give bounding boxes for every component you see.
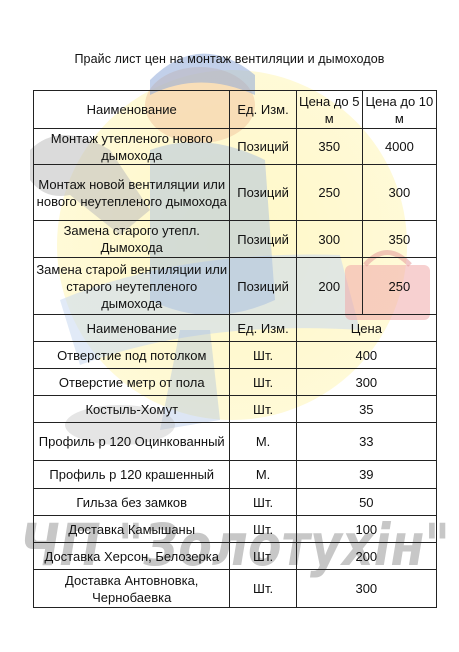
- header-price-5m: Цена до 5 м: [296, 91, 362, 129]
- cell-price-5m: 200: [296, 258, 362, 315]
- cell-unit: М.: [230, 423, 296, 461]
- table-row: [34, 423, 437, 461]
- cell-price-5m: 300: [296, 221, 362, 258]
- table-row: [34, 258, 437, 315]
- cell-price: 300: [296, 570, 436, 608]
- cell-unit: Шт.: [230, 369, 296, 396]
- cell-unit: Шт.: [230, 396, 296, 423]
- table-row: [34, 543, 437, 570]
- table-row: [34, 396, 437, 423]
- cell-name: Доставка Херсон, Белозерка: [34, 543, 230, 570]
- cell-unit: М.: [230, 461, 296, 489]
- table-row: [34, 489, 437, 516]
- cell-price: 33: [296, 423, 436, 461]
- table-row: [34, 165, 437, 221]
- cell-price-10m: 350: [362, 221, 436, 258]
- cell-unit: Шт.: [230, 342, 296, 369]
- header-unit: Ед. Изм.: [230, 91, 296, 129]
- cell-unit: Шт.: [230, 489, 296, 516]
- cell-unit: Позиций: [230, 221, 296, 258]
- cell-unit: Шт.: [230, 543, 296, 570]
- table-row: [34, 129, 437, 165]
- page-title: Прайс лист цен на монтаж вентиляции и дымоходов: [74, 52, 385, 66]
- cell-unit: Позиций: [230, 165, 296, 221]
- table-a-header-row: [34, 91, 437, 129]
- cell-name: Отверстие метр от пола: [34, 369, 230, 396]
- table-row: [34, 461, 437, 489]
- table-row: [34, 369, 437, 396]
- cell-name: Доставка Антовновка, Чернобаевка: [34, 570, 230, 608]
- cell-price-5m: 250: [296, 165, 362, 221]
- cell-name: Отверстие под потолком: [34, 342, 230, 369]
- cell-name: Профиль р 120 крашенный: [34, 461, 230, 489]
- cell-price-10m: 300: [362, 165, 436, 221]
- table-row: [34, 570, 437, 608]
- cell-name: Монтаж новой вентиляции или нового неутепленого дымохода: [34, 165, 230, 221]
- cell-name: Профиль р 120 Оцинкованный: [34, 423, 230, 461]
- cell-name: Замена старой вентиляции или старого неутепленого дымохода: [34, 258, 230, 315]
- cell-unit: Позиций: [230, 129, 296, 165]
- table-row: [34, 221, 437, 258]
- cell-price-10m: 4000: [362, 129, 436, 165]
- header-price: Цена: [296, 315, 436, 342]
- cell-price: 300: [296, 369, 436, 396]
- table-row: [34, 342, 437, 369]
- cell-price: 200: [296, 543, 436, 570]
- watermark-text: ЧП "Золотухін": [20, 511, 450, 579]
- cell-price-10m: 250: [362, 258, 436, 315]
- header-unit: Ед. Изм.: [230, 315, 296, 342]
- cell-unit: Позиций: [230, 258, 296, 315]
- cell-unit: Шт.: [230, 516, 296, 543]
- cell-name: Доставка Камышаны: [34, 516, 230, 543]
- table-b-header-row: [34, 315, 437, 342]
- cell-price: 400: [296, 342, 436, 369]
- cell-unit: Шт.: [230, 570, 296, 608]
- cell-name: Замена старого утепл. Дымохода: [34, 221, 230, 258]
- cell-name: Гильза без замков: [34, 489, 230, 516]
- table-row: [34, 516, 437, 543]
- header-name: Наименование: [34, 315, 230, 342]
- cell-price: 50: [296, 489, 436, 516]
- cell-name: Костыль-Хомут: [34, 396, 230, 423]
- header-name: Наименование: [34, 91, 230, 129]
- cell-price: 39: [296, 461, 436, 489]
- cell-price: 100: [296, 516, 436, 543]
- price-table: [33, 90, 437, 608]
- cell-price: 35: [296, 396, 436, 423]
- cell-name: Монтаж утепленого нового дымохода: [34, 129, 230, 165]
- header-price-10m: Цена до 10 м: [362, 91, 436, 129]
- cell-price-5m: 350: [296, 129, 362, 165]
